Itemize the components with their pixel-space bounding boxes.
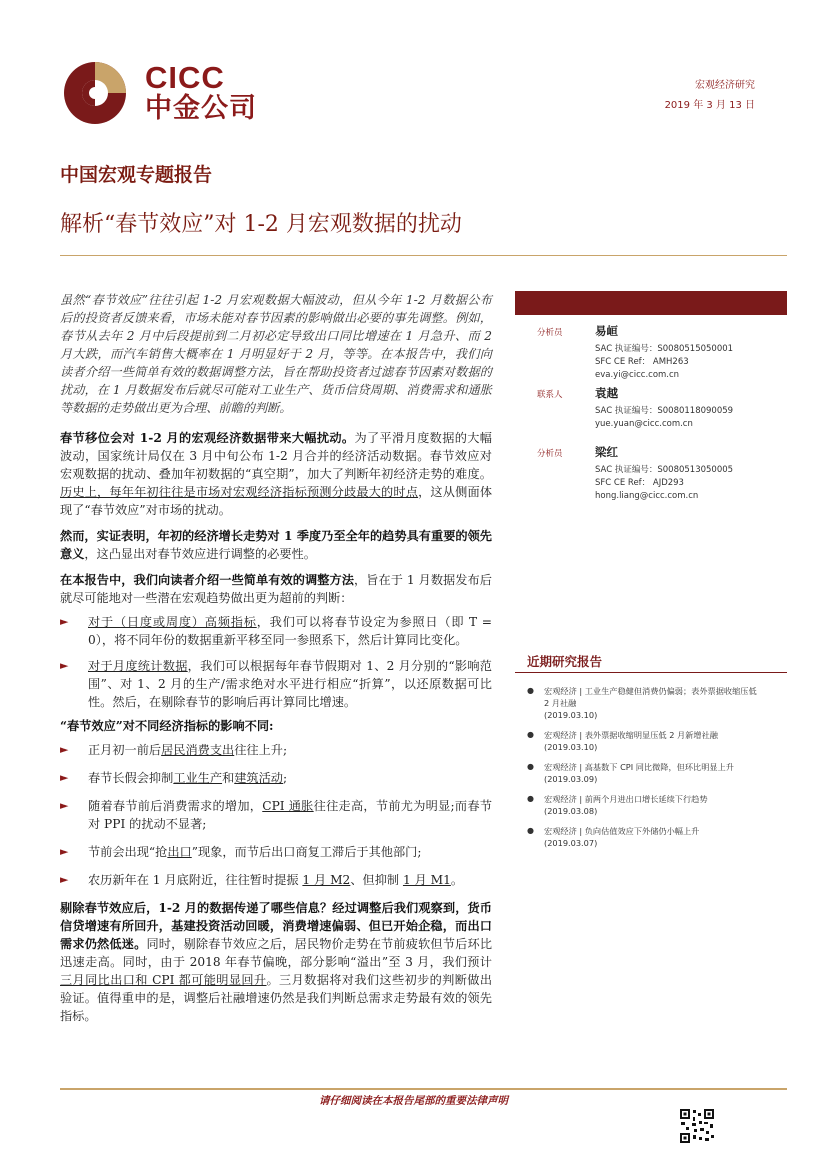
paragraph-3 bbox=[60, 571, 492, 607]
bullet-arrow-icon: ► bbox=[60, 799, 69, 812]
effect-bullet-1 bbox=[60, 741, 492, 759]
paragraph-1 bbox=[60, 429, 492, 519]
title-divider bbox=[60, 255, 787, 256]
p1-text: 为了平滑月度数据的大幅波动，国家统计局仅在 3 月中旬公布 1-2 月合并的经济活动数据。春节效应对宏观数据的扰动、叠加年初数据的“真空期”，加大了判断年初经济走势的难度。 bbox=[60, 431, 492, 481]
page-title: 解析“春节效应”对 1-2 月宏观数据的扰动 bbox=[60, 212, 462, 237]
recent-report-text: 宏观经济 | 高基数下 CPI 同比微降，但环比明显上升 bbox=[544, 762, 734, 772]
bullet-arrow-icon: ► bbox=[60, 845, 69, 858]
recent-report-item[interactable] bbox=[527, 825, 763, 849]
qr-code-icon bbox=[679, 1108, 715, 1144]
bullet-arrow-icon: ► bbox=[60, 873, 69, 886]
e5-mid: 、但抑制 bbox=[350, 873, 403, 887]
analyst-role: 分析员 bbox=[537, 328, 563, 338]
recent-report-date: (2019.03.10) bbox=[544, 742, 598, 752]
recent-report-text: 宏观经济 | 工业生产稳健但消费仍偏弱；表外票据收缩压低 2 月社融 bbox=[544, 686, 757, 708]
e2-underline-2: 建筑活动 bbox=[234, 771, 283, 785]
e1-a: 正月初一前后 bbox=[88, 743, 162, 757]
method-bullet-2 bbox=[60, 657, 492, 711]
analyst-info bbox=[595, 405, 733, 431]
logo-text-en: CICC bbox=[145, 60, 225, 95]
p5-text: 同时，剔除春节效应之后，居民物价走势在节前疲软但节后环比迅速走高。同时，由于 2018 年春节偏晚，部分影响“溢出”至 3 月，我们预计 bbox=[60, 937, 493, 969]
e3-underline: CPI 通胀 bbox=[262, 799, 314, 813]
analyst-role: 分析员 bbox=[537, 449, 563, 459]
analyst-sfc: SFC CE Ref： AJD293 bbox=[595, 478, 684, 488]
effect-bullet-5 bbox=[60, 871, 492, 889]
p5-tail: 。三月数据将对我们这些初步的判断做出验证。值得重申的是，调整后社融增速仍然是我们判断总需求走势最有效的领先指标。 bbox=[60, 973, 493, 1023]
e4-b: ”现象，而节后出口商复工滞后于其他部门; bbox=[191, 845, 422, 859]
report-category: 宏观经济研究 bbox=[695, 80, 755, 91]
logo-text-cn: 中金公司 bbox=[145, 93, 257, 124]
recent-report-date: (2019.03.10) bbox=[544, 710, 598, 720]
b1-text: ，我们可以将春节设定为参照日（即 T = 0），将不同年份的数据重新平移至同一参照系下，然后计算同比变化。 bbox=[88, 615, 492, 647]
e2-mid: 和 bbox=[222, 771, 235, 785]
recent-report-item[interactable] bbox=[527, 685, 763, 721]
bullet-arrow-icon: ► bbox=[60, 659, 69, 672]
analyst-sac: SAC 执证编号：S0080513050005 bbox=[595, 465, 734, 475]
p1-tail: ，这从侧面体现了“春节效应”对市场的扰动。 bbox=[60, 485, 493, 517]
bullet-dot-icon: ● bbox=[527, 762, 534, 771]
bullet-dot-icon: ● bbox=[527, 730, 534, 739]
bullet-dot-icon: ● bbox=[527, 794, 534, 803]
footer-divider bbox=[60, 1088, 787, 1090]
p5-underline: 三月同比出口和 CPI 都可能明显回升 bbox=[60, 973, 267, 987]
p2-text: ，这凸显出对春节效应进行调整的必要性。 bbox=[84, 547, 316, 561]
p5-bold: 剔除春节效应后，1-2 月的数据传递了哪些信息？经过调整后我们观察到，货币信贷增速有所回升，基建投资活动回暖，消费增速偏弱、但已开始企稳，而出口需求仍然低迷。 bbox=[60, 901, 492, 951]
e1-b: 往往上升; bbox=[234, 743, 288, 757]
recent-report-date: (2019.03.07) bbox=[544, 838, 598, 848]
recent-report-item[interactable] bbox=[527, 761, 763, 785]
cicc-logo-mark bbox=[62, 62, 132, 124]
recent-report-date: (2019.03.08) bbox=[544, 806, 598, 816]
e3-a: 随着春节前后消费需求的增加， bbox=[88, 799, 263, 813]
b2-underline: 对于月度统计数据 bbox=[88, 659, 188, 673]
recent-report-item[interactable] bbox=[527, 729, 763, 753]
report-type: 中国宏观专题报告 bbox=[60, 164, 213, 186]
recent-report-text: 宏观经济 | 表外票据收缩明显压低 2 月新增社融 bbox=[544, 730, 718, 740]
bullet-arrow-icon: ► bbox=[60, 615, 69, 628]
recent-report-item[interactable] bbox=[527, 793, 763, 817]
recent-report-date: (2019.03.09) bbox=[544, 774, 598, 784]
e4-a: 节前会出现“抢 bbox=[88, 845, 168, 859]
analyst-card bbox=[515, 387, 787, 437]
analyst-name: 梁红 bbox=[595, 445, 618, 459]
analyst-sac: SAC 执证编号：S0080515050001 bbox=[595, 344, 734, 354]
e5-underline-1: 1 月 M2 bbox=[302, 873, 351, 887]
analyst-email[interactable]: hong.liang@cicc.com.cn bbox=[595, 491, 699, 501]
p1-underline: 历史上，每年年初往往是市场对宏观经济指标预测分歧最大的时点 bbox=[60, 485, 419, 499]
p1-bold: 春节移位会对 1-2 月的宏观经济数据带来大幅扰动。 bbox=[60, 431, 355, 445]
paragraph-2 bbox=[60, 527, 492, 563]
analyst-sfc: SFC CE Ref： AMH263 bbox=[595, 357, 689, 367]
e2-underline-1: 工业生产 bbox=[173, 771, 223, 785]
e5-a: 农历新年在 1 月底附近，往往暂时提振 bbox=[88, 873, 303, 887]
b1-underline: 对于（日度或周度）高频指标 bbox=[88, 615, 257, 629]
analyst-info bbox=[595, 343, 733, 382]
main-body bbox=[60, 291, 492, 1025]
e5-underline-2: 1 月 M1 bbox=[402, 873, 451, 887]
effect-bullet-4 bbox=[60, 843, 492, 861]
analyst-sac: SAC 执证编号：S0080118090059 bbox=[595, 406, 734, 416]
e3-b: 往往走高，节前尤为明显;而春节对 PPI 的扰动不显著; bbox=[88, 799, 493, 831]
analyst-card bbox=[515, 325, 787, 385]
analyst-email[interactable]: yue.yuan@cicc.com.cn bbox=[595, 419, 693, 429]
bullet-dot-icon: ● bbox=[527, 826, 534, 835]
e2-b: ; bbox=[283, 771, 288, 785]
p3-text: ，旨在于 1 月数据发布后就尽可能地对一些潜在宏观趋势做出更为超前的判断： bbox=[60, 573, 492, 605]
p3-bold: 在本报告中，我们向读者介绍一些简单有效的调整方法 bbox=[60, 573, 354, 587]
method-bullet-1 bbox=[60, 613, 492, 649]
analyst-name: 袁越 bbox=[595, 386, 618, 400]
bullet-arrow-icon: ► bbox=[60, 771, 69, 784]
e4-underline: 出口 bbox=[167, 845, 192, 859]
analyst-role: 联系人 bbox=[537, 390, 563, 400]
e1-underline: 居民消费支出 bbox=[161, 743, 235, 757]
recent-report-text: 宏观经济 | 负向估值效应下外储仍小幅上升 bbox=[544, 826, 700, 836]
legal-notice: 请仔细阅读在本报告尾部的重要法律声明 bbox=[319, 1095, 508, 1107]
e5-b: 。 bbox=[450, 873, 464, 887]
paragraph-5 bbox=[60, 899, 492, 1025]
p2-bold: 然而，实证表明，年初的经济增长走势对 1 季度乃至全年的趋势具有重要的领先意义 bbox=[60, 529, 492, 561]
effect-bullet-2 bbox=[60, 769, 492, 787]
b2-text: ，我们可以根据每年春节假期对 1、2 月分别的“影响范围”、对 1、2 月的生产/需求绝对水平进行相应“折算”，以还原数据可比性。然后，在剔除春节的影响后再计算同比增速。 bbox=[88, 659, 492, 709]
recent-reports-divider bbox=[515, 672, 787, 673]
bullet-dot-icon: ● bbox=[527, 686, 534, 695]
analyst-email[interactable]: eva.yi@cicc.com.cn bbox=[595, 370, 680, 380]
analyst-card bbox=[515, 446, 787, 506]
paragraph-4 bbox=[60, 717, 492, 735]
abstract: 虽然“春节效应”往往引起 1-2 月宏观数据大幅波动，但从今年 1-2 月数据公布后的投资者反馈来看，市场未能对春节因素的影响做出必要的事先调整。例如，春节从去年 2 月中后段提前到二月初必定导致出口同比增速在 1 月急升、而 2 月大跌，而汽车销售大概率在 1 月明显好于 2 月，等等。在本报告中，我们向读者介绍一些简单有效的数据调整方法，旨在帮助投资者过滤春节因素对数据的扰动，在 1 月数据发布后就尽可能对工业生产、货币信贷周期、消费需求和通胀等数据的走势做出更为合理、前瞻的判断。 bbox=[60, 293, 492, 415]
recent-reports-title: 近期研究报告 bbox=[527, 654, 603, 669]
report-date: 2019 年 3 月 13 日 bbox=[664, 100, 755, 111]
analyst-name: 易峘 bbox=[595, 324, 618, 338]
bullet-arrow-icon: ► bbox=[60, 743, 69, 756]
recent-reports-list bbox=[527, 685, 763, 857]
e2-a: 春节长假会抑制 bbox=[88, 771, 174, 785]
effect-bullet-3 bbox=[60, 797, 492, 833]
p4-bold: “春节效应”对不同经济指标的影响不同: bbox=[60, 719, 274, 733]
analyst-info bbox=[595, 464, 733, 503]
side-header-bar bbox=[515, 291, 787, 315]
recent-report-text: 宏观经济 | 前两个月进出口增长延续下行趋势 bbox=[544, 794, 708, 804]
